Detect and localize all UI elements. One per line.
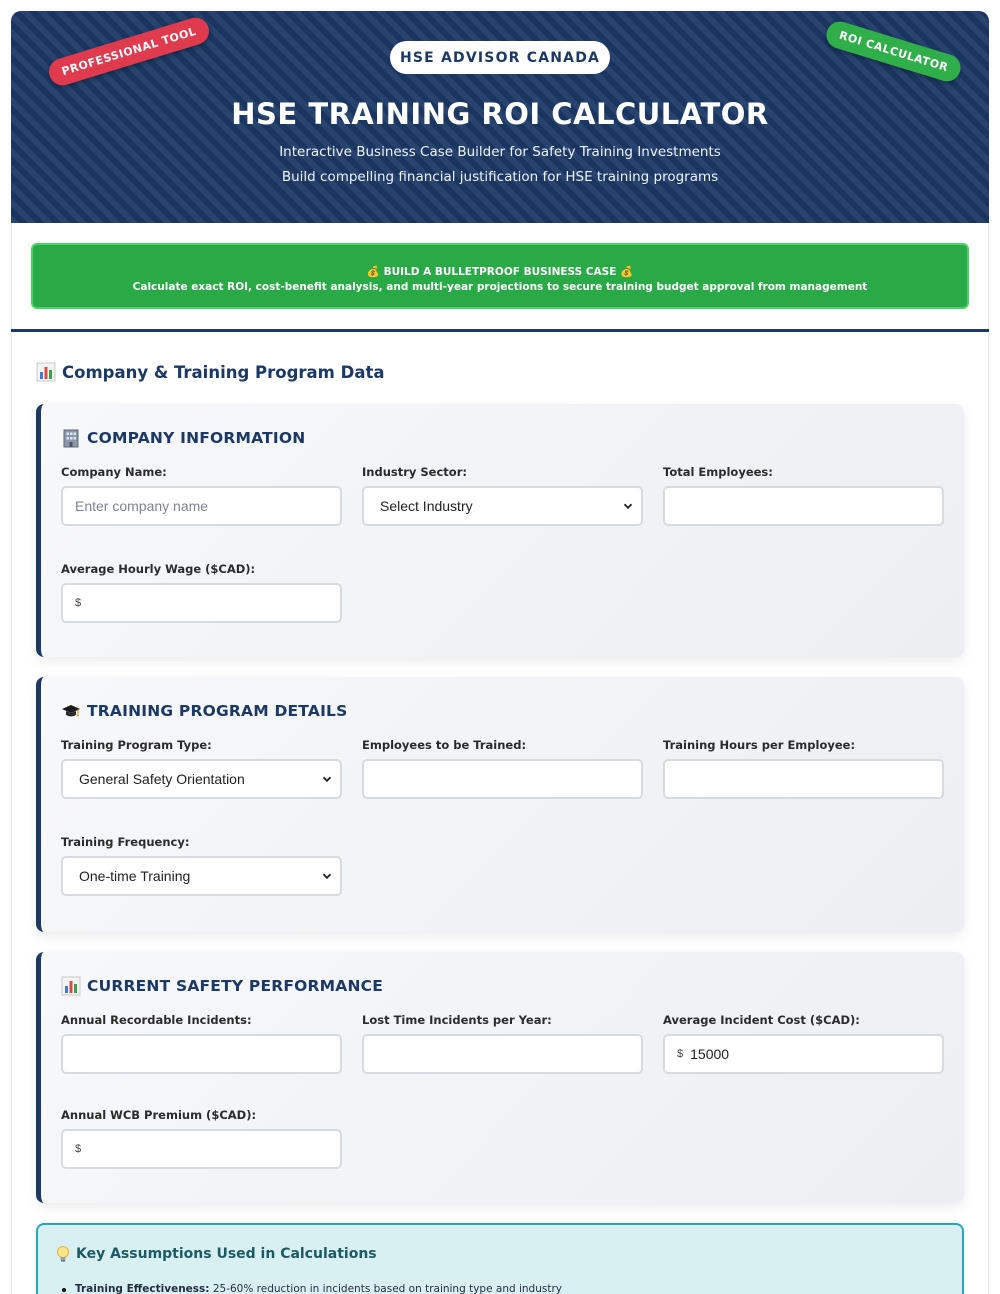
company-name-label: Company Name:: [61, 465, 167, 479]
section-divider: [11, 329, 989, 332]
section-title-text: Company & Training Program Data: [62, 362, 385, 382]
training-type-select[interactable]: [61, 759, 342, 799]
business-case-banner: [31, 243, 969, 309]
assumption-item: [75, 1283, 562, 1294]
assumption-item-text: 25-60% reduction in incidents based on training type and industry: [209, 1283, 562, 1294]
wcb-premium-group: [61, 1108, 342, 1169]
company-name-placeholder: Enter company name: [75, 498, 209, 514]
chevron-down-icon: [322, 871, 332, 881]
employees-trained-input[interactable]: [362, 759, 643, 799]
lost-time-incidents-input[interactable]: [362, 1034, 643, 1074]
company-information-heading: [61, 428, 305, 448]
total-employees-group: [663, 465, 944, 526]
company-information-card: [36, 404, 964, 657]
page-tagline: Build compelling financial justification for HSE training programs: [281, 169, 719, 185]
employees-trained-group: [362, 738, 643, 799]
page-subtitle: Interactive Business Case Builder for Safety Training Investments: [279, 144, 721, 160]
banner-text: Calculate exact ROI, cost-benefit analysis, and multi-year projections to secure training budget approval from management: [132, 281, 868, 293]
currency-symbol: $: [75, 597, 82, 609]
incident-cost-input[interactable]: [663, 1034, 944, 1074]
brand-badge: HSE ADVISOR CANADA: [390, 41, 610, 74]
training-hours-group: [663, 738, 944, 799]
company-name-group: [61, 465, 342, 526]
recordable-incidents-group: [61, 1013, 342, 1074]
safety-performance-card: [36, 952, 964, 1203]
industry-sector-value: Select Industry: [380, 498, 473, 514]
incident-cost-group: [663, 1013, 944, 1074]
recordable-incidents-input[interactable]: [61, 1034, 342, 1074]
industry-sector-group: [362, 465, 643, 526]
training-frequency-group: [61, 835, 342, 896]
training-program-card: [36, 677, 964, 932]
training-hours-label: Training Hours per Employee:: [663, 738, 856, 752]
professional-tool-ribbon: PROFESSIONAL TOOL: [46, 14, 213, 88]
currency-symbol: $: [75, 1143, 82, 1155]
incident-cost-value: 15000: [690, 1046, 730, 1062]
wcb-premium-label: Annual WCB Premium ($CAD):: [61, 1108, 257, 1122]
lightbulb-icon: [55, 1245, 71, 1263]
currency-symbol: $: [677, 1048, 684, 1060]
wcb-premium-input[interactable]: [61, 1129, 342, 1169]
assumption-item-label: Training Effectiveness:: [75, 1283, 210, 1294]
training-type-value: General Safety Orientation: [79, 771, 245, 787]
bar-chart-icon: [61, 976, 81, 996]
training-frequency-select[interactable]: [61, 856, 342, 896]
lost-time-incidents-group: [362, 1013, 643, 1074]
hourly-wage-group: [61, 562, 342, 623]
bar-chart-icon: [36, 362, 56, 382]
key-assumptions-heading: [55, 1245, 377, 1263]
total-employees-label: Total Employees:: [663, 465, 773, 479]
safety-performance-title: CURRENT SAFETY PERFORMANCE: [87, 977, 384, 995]
training-hours-input[interactable]: [663, 759, 944, 799]
safety-performance-heading: [61, 976, 383, 996]
incident-cost-label: Average Incident Cost ($CAD):: [663, 1013, 860, 1027]
lost-time-incidents-label: Lost Time Incidents per Year:: [362, 1013, 552, 1027]
training-frequency-value: One-time Training: [79, 868, 191, 884]
hourly-wage-label: Average Hourly Wage ($CAD):: [61, 562, 256, 576]
training-program-title: TRAINING PROGRAM DETAILS: [87, 702, 348, 720]
graduation-cap-icon: [61, 701, 81, 721]
key-assumptions-title: Key Assumptions Used in Calculations: [76, 1246, 377, 1262]
training-type-label: Training Program Type:: [61, 738, 212, 752]
chevron-down-icon: [322, 774, 332, 784]
industry-sector-select[interactable]: [362, 486, 643, 526]
training-program-heading: [61, 701, 347, 721]
hourly-wage-input[interactable]: [61, 583, 342, 623]
recordable-incidents-label: Annual Recordable Incidents:: [61, 1013, 252, 1027]
key-assumptions-panel: [36, 1223, 964, 1294]
office-building-icon: [61, 428, 81, 448]
section-heading: [36, 362, 384, 382]
banner-title: 💰 BUILD A BULLETPROOF BUSINESS CASE 💰: [366, 266, 634, 278]
training-frequency-label: Training Frequency:: [61, 835, 190, 849]
page-title: HSE TRAINING ROI CALCULATOR: [231, 97, 769, 131]
industry-sector-label: Industry Sector:: [362, 465, 467, 479]
training-type-group: [61, 738, 342, 799]
company-name-input[interactable]: [61, 486, 342, 526]
company-information-title: COMPANY INFORMATION: [87, 429, 306, 447]
chevron-down-icon: [623, 501, 633, 511]
hero-header: [11, 11, 989, 223]
roi-calculator-ribbon: ROI CALCULATOR: [823, 18, 964, 85]
total-employees-input[interactable]: [663, 486, 944, 526]
employees-trained-label: Employees to be Trained:: [362, 738, 527, 752]
